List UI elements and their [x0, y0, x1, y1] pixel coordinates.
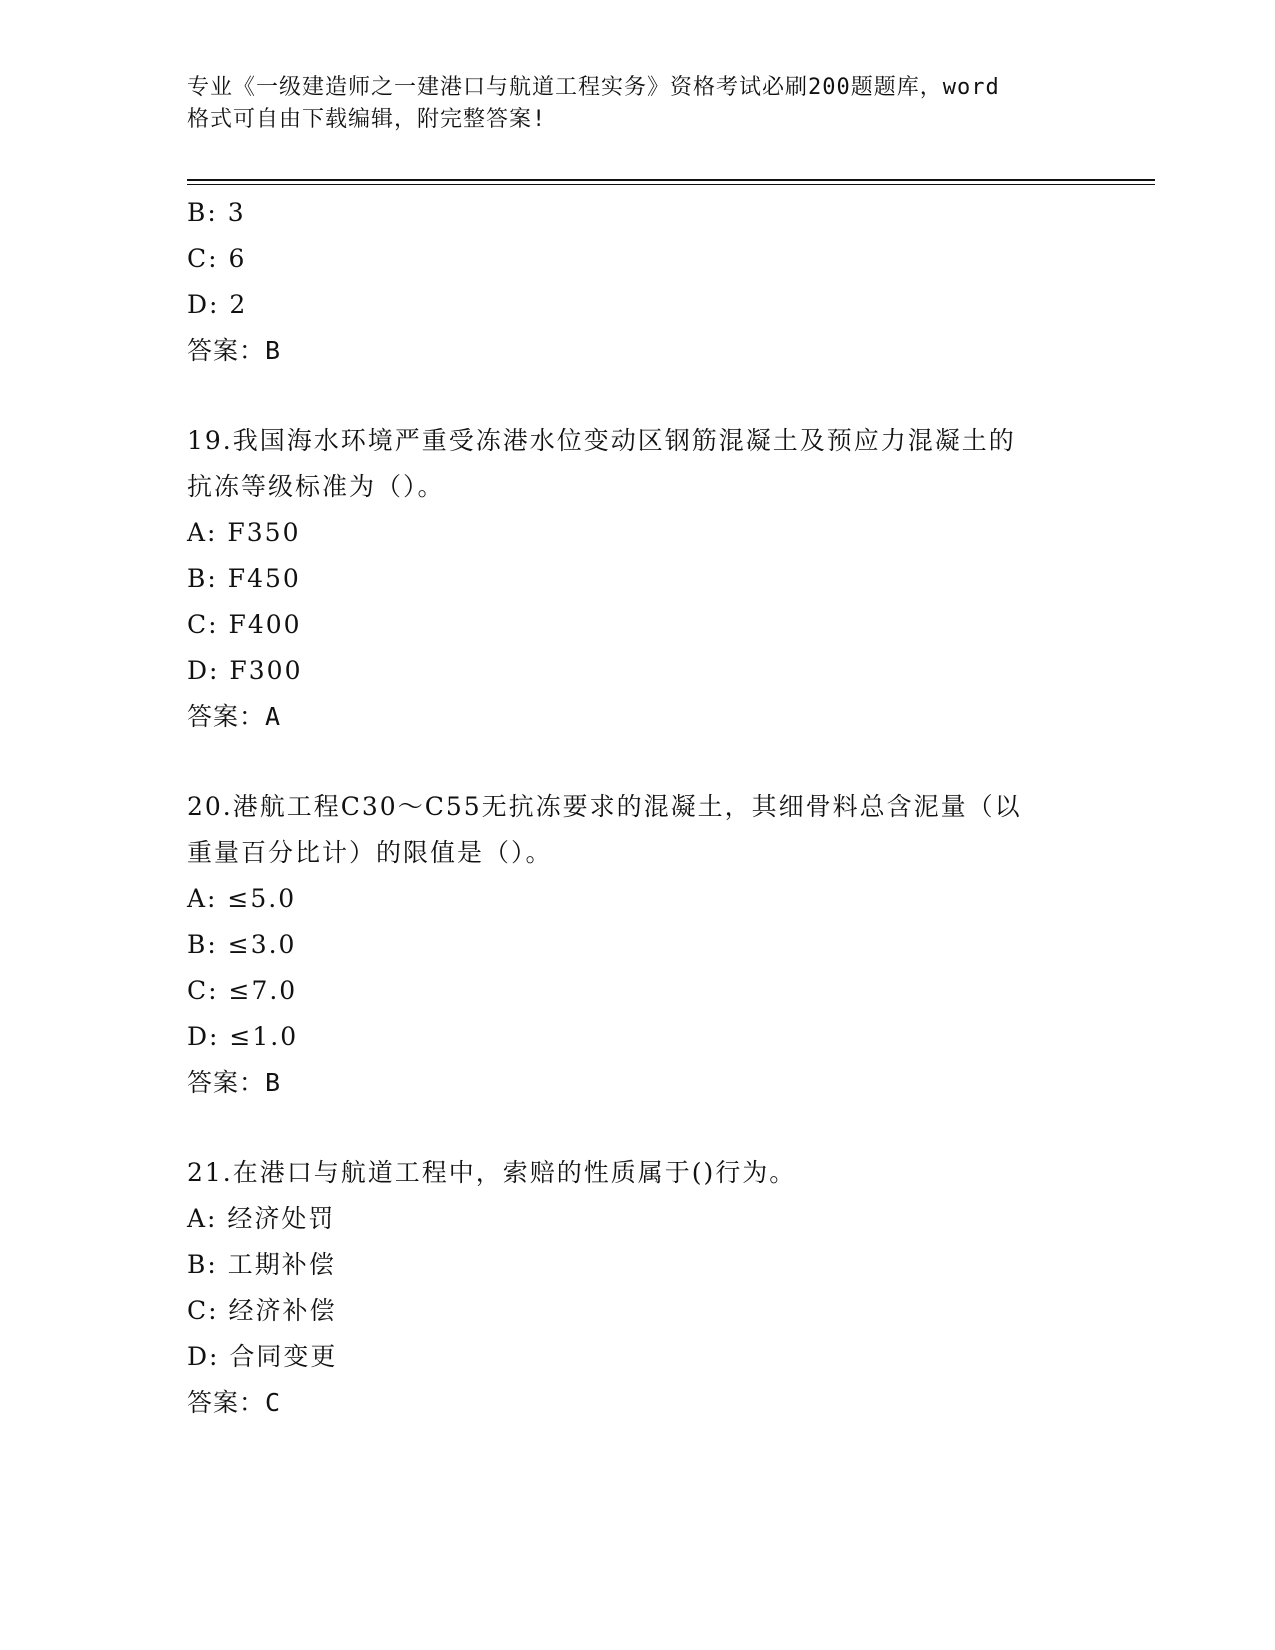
option-d: D: ≤1.0: [187, 1022, 299, 1051]
answer-line: 答案：C: [187, 1388, 282, 1417]
question-stem: 21.在港口与航道工程中，索赔的性质属于()行为。: [187, 1158, 797, 1187]
option-d: D: F300: [187, 656, 303, 685]
option-c: C: 6: [187, 244, 247, 273]
spacer: [187, 374, 1087, 418]
answer-line: 答案：B: [187, 336, 282, 365]
document-header: [187, 72, 1067, 136]
question-20: [187, 784, 1087, 1106]
question-18-tail: [187, 190, 1087, 374]
option-d: D: 合同变更: [187, 1342, 338, 1371]
option-c: C: 经济补偿: [187, 1296, 337, 1325]
question-stem-continued: 重量百分比计）的限值是（）。: [187, 838, 553, 867]
question-21: [187, 1150, 1087, 1426]
header-rule-thin: [187, 184, 1155, 185]
answer-line: 答案：B: [187, 1068, 282, 1097]
question-content: [187, 190, 1087, 1426]
option-a: A: ≤5.0: [187, 884, 297, 913]
option-b: B: 3: [187, 198, 246, 227]
question-19: [187, 418, 1087, 740]
header-line-2: 格式可自由下载编辑，附完整答案!: [187, 107, 547, 132]
question-stem: 19.我国海水环境严重受冻港水位变动区钢筋混凝土及预应力混凝土的: [187, 426, 1016, 455]
spacer: [187, 1106, 1087, 1150]
header-rule-thick: [187, 179, 1155, 181]
option-d: D: 2: [187, 290, 248, 319]
option-b: B: F450: [187, 564, 301, 593]
option-a: A: 经济处罚: [187, 1204, 336, 1233]
header-line-1: 专业《一级建造师之一建港口与航道工程实务》资格考试必刷200题题库，word: [187, 75, 1000, 100]
question-stem-continued: 抗冻等级标准为（）。: [187, 472, 445, 501]
option-c: C: ≤7.0: [187, 976, 298, 1005]
question-stem: 20.港航工程C30～C55无抗冻要求的混凝土，其细骨料总含泥量（以: [187, 792, 1022, 821]
option-b: B: ≤3.0: [187, 930, 297, 959]
option-b: B: 工期补偿: [187, 1250, 336, 1279]
option-c: C: F400: [187, 610, 302, 639]
option-a: A: F350: [187, 518, 301, 547]
spacer: [187, 740, 1087, 784]
answer-line: 答案：A: [187, 702, 282, 731]
